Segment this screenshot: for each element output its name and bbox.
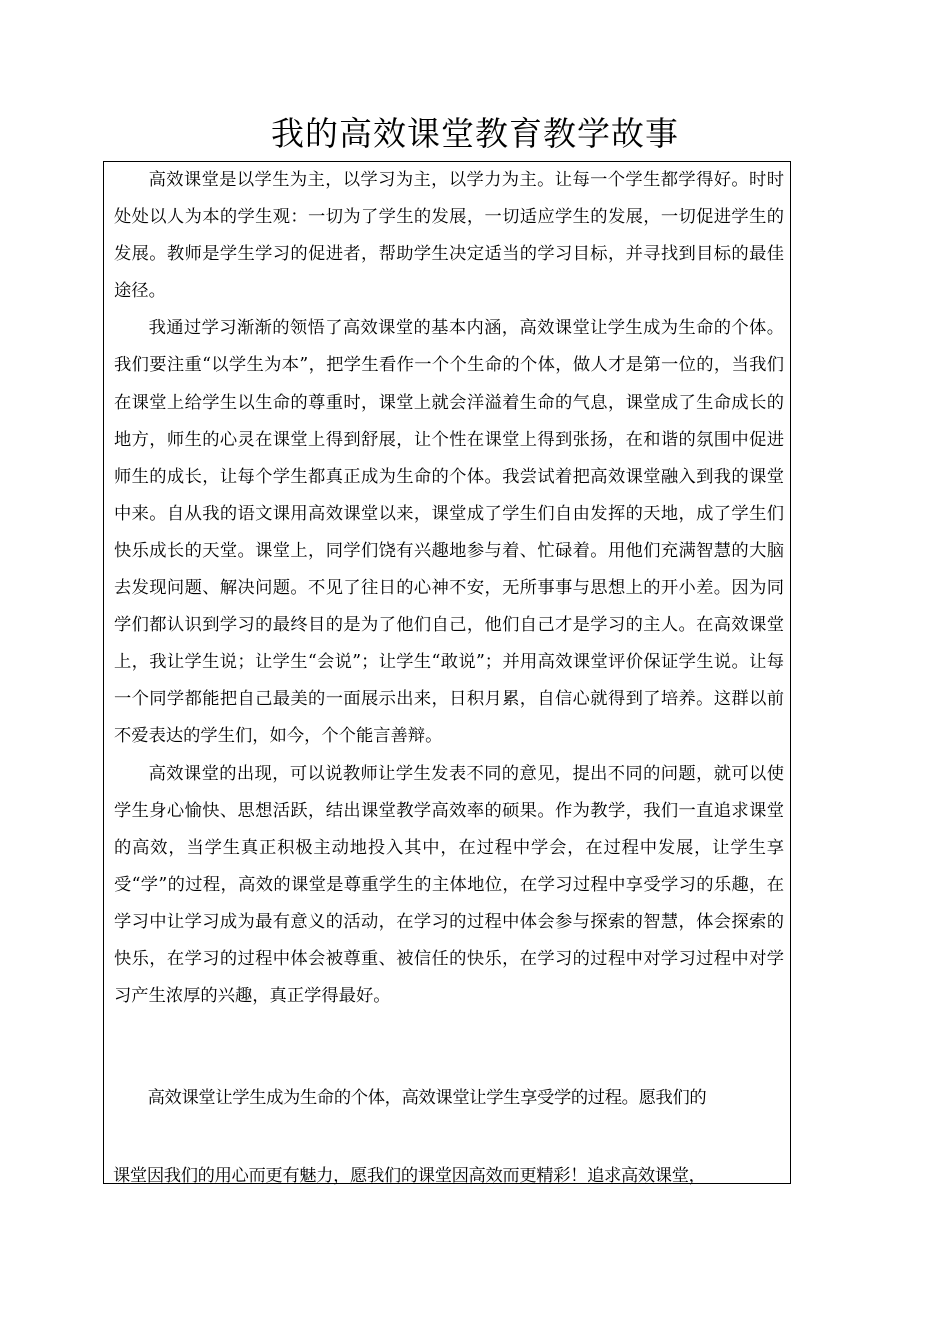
- content-frame: [103, 161, 791, 1184]
- paragraph-3: 高效课堂的出现，可以说教师让学生发表不同的意见，提出不同的问题，就可以使学生身心愉快、思想活跃，结出课堂教学高效率的硕果。作为教学，我们一直追求课堂的高效，当学生真正积极主动地投入其中，在过程中学会，在过程中发展，让学生享受“学”的过程，高效的课堂是尊重学生的主体地位，在学习过程中享受学习的乐趣，在学习中让学习成为最有意义的活动，在学习的过程中体会参与探索的智慧，体会探索的快乐，在学习的过程中体会被尊重、被信任的快乐，在学习的过程中对学习过程中对学习产生浓厚的兴趣，真正学得最好。: [114, 763, 784, 1007]
- paragraph-2: 我通过学习渐渐的领悟了高效课堂的基本内涵，高效课堂让学生成为生命的个体。我们要注重“以学生为本”，把学生看作一个个生命的个体，做人才是第一位的，当我们在课堂上给学生以生命的尊重时，课堂上就会洋溢着生命的气息，课堂成了生命成长的地方，师生的心灵在课堂上得到舒展，让个性在课堂上得到张扬，在和谐的氛围中促进师生的成长，让每个学生都真正成为生命的个体。我尝试着把高效课堂融入到我的课堂中来。自从我的语文课用高效课堂以来，课堂成了学生们自由发挥的天地，成了学生们快乐成长的天堂。课堂上，同学们饶有兴趣地参与着、忙碌着。用他们充满智慧的大脑去发现问题、解决问题。不见了往日的心神不安，无所事事与思想上的开小差。因为同学们都认识到学习的最终目的是为了他们自己，他们自己才是学习的主人。在高效课堂上，我让学生说；让学生“会说”；让学生“敢说”；并用高效课堂评价保证学生说。让每一个同学都能把自己最美的一面展示出来，日积月累，自信心就得到了培养。这群以前不爱表达的学生们，如今，个个能言善辩。: [114, 318, 784, 747]
- paragraph-1: 高效课堂是以学生为主，以学习为主，以学力为主。让每一个学生都学得好。时时处处以人为本的学生观：一切为了学生的发展，一切适应学生的发展，一切促进学生的发展。教师是学生学习的促进者，帮助学生决定适当的学习目标，并寻找到目标的最佳途径。: [114, 170, 784, 302]
- closing-paragraph: [113, 1059, 793, 1215]
- body-text: [114, 162, 784, 1015]
- closing-line-1: 高效课堂让学生成为生命的个体，高效课堂让学生享受学的过程。愿我们的: [147, 1088, 707, 1108]
- closing-line-2: 课堂因我们的用心而更有魅力，愿我们的课堂因高效而更精彩！追求高效课堂，: [113, 1166, 706, 1186]
- document-title: 我的高效课堂教育教学故事: [271, 114, 679, 153]
